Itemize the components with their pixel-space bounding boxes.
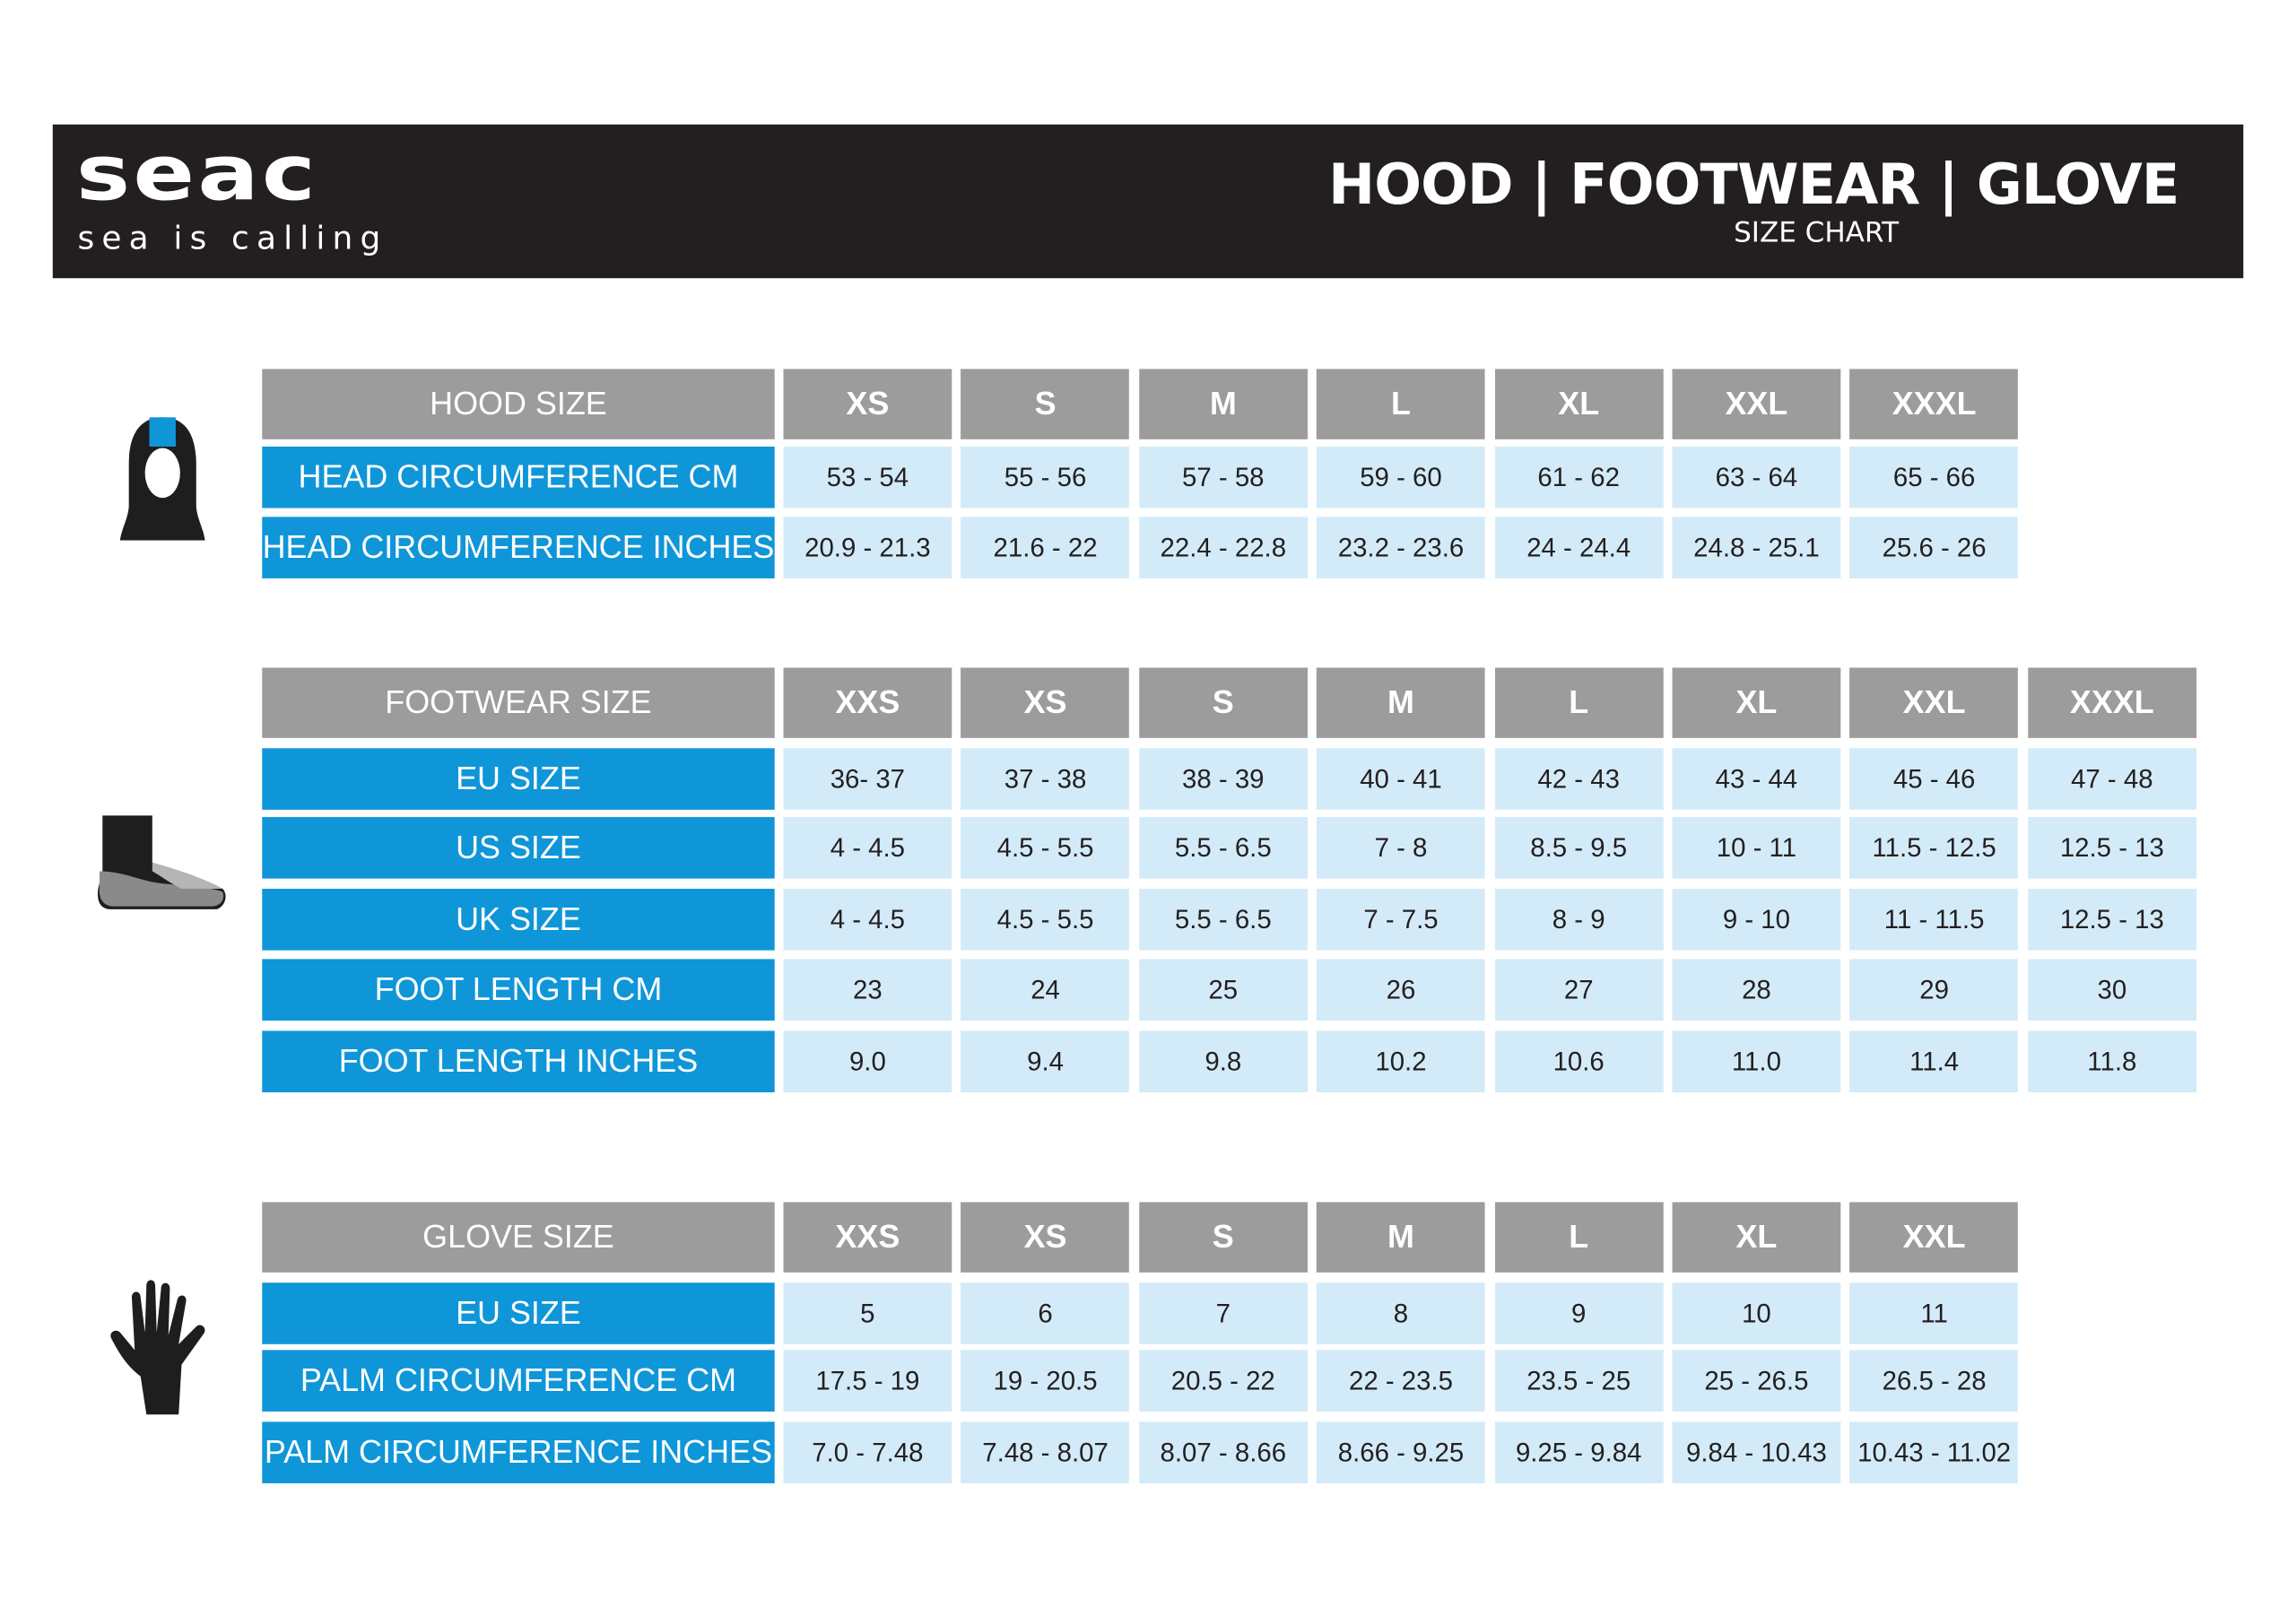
- footwear-table-cell: 9.0: [783, 1030, 952, 1092]
- page-subtitle: SIZE CHART: [1734, 216, 1900, 249]
- hood-table-cell: 55 - 56: [961, 447, 1130, 508]
- footwear-table-cell: 11.8: [2028, 1030, 2196, 1092]
- hood-table-cell: 24 - 24.4: [1494, 517, 1663, 578]
- hood-size-xxl: XXL: [1673, 369, 1841, 439]
- footwear-table-cell: 9 - 10: [1673, 889, 1841, 951]
- footwear-table-cell: 4 - 4.5: [783, 889, 952, 951]
- footwear-size-l: L: [1494, 668, 1663, 738]
- footwear-table-cell: 7 - 7.5: [1317, 889, 1485, 951]
- footwear-table-cell: 10.6: [1494, 1030, 1663, 1092]
- footwear-table-cell: 23: [783, 959, 952, 1021]
- hood-table-cell: 59 - 60: [1317, 447, 1485, 508]
- glove-row-label: PALM CIRCUMFERENCE CM: [262, 1350, 774, 1412]
- footwear-table-cell: 42 - 43: [1494, 748, 1663, 810]
- hood-table-cell: 25.6 - 26: [1850, 517, 2019, 578]
- footwear-table-cell: 12.5 - 13: [2028, 817, 2196, 879]
- footwear-table-cell: 4 - 4.5: [783, 817, 952, 879]
- footwear-table-cell: 36- 37: [783, 748, 952, 810]
- glove-size-l: L: [1494, 1202, 1663, 1272]
- footwear-size-xxxl: XXXL: [2028, 668, 2196, 738]
- footwear-table-cell: 11.0: [1673, 1030, 1841, 1092]
- footwear-size-header: FOOTWEAR SIZE: [262, 668, 774, 738]
- footwear-row-label: EU SIZE: [262, 748, 774, 810]
- footwear-table-cell: 5.5 - 6.5: [1139, 817, 1308, 879]
- page-title: HOOD | FOOTWEAR | GLOVE: [1328, 152, 2179, 217]
- glove-size-header: GLOVE SIZE: [262, 1202, 774, 1272]
- hood-table-cell: 57 - 58: [1139, 447, 1308, 508]
- glove-size-m: M: [1317, 1202, 1485, 1272]
- footwear-size-xs: XS: [961, 668, 1130, 738]
- footwear-size-m: M: [1317, 668, 1485, 738]
- glove-table-cell: 8.07 - 8.66: [1139, 1421, 1308, 1483]
- glove-size-xxl: XXL: [1850, 1202, 2019, 1272]
- footwear-table-cell: 27: [1494, 959, 1663, 1021]
- glove-table-cell: 20.5 - 22: [1139, 1350, 1308, 1412]
- hood-table-cell: 63 - 64: [1673, 447, 1841, 508]
- hood-table-cell: 24.8 - 25.1: [1673, 517, 1841, 578]
- glove-table-cell: 9: [1494, 1282, 1663, 1344]
- hood-size-xxxl: XXXL: [1850, 369, 2019, 439]
- footwear-table-cell: 10.2: [1317, 1030, 1485, 1092]
- glove-table-cell: 22 - 23.5: [1317, 1350, 1485, 1412]
- hood-table-cell: 22.4 - 22.8: [1139, 517, 1308, 578]
- footwear-table-cell: 8.5 - 9.5: [1494, 817, 1663, 879]
- footwear-row-label: FOOT LENGTH CM: [262, 959, 774, 1021]
- hood-table-cell: 20.9 - 21.3: [783, 517, 952, 578]
- footwear-table-cell: 30: [2028, 959, 2196, 1021]
- footwear-table-cell: 4.5 - 5.5: [961, 817, 1130, 879]
- footwear-table-cell: 26: [1317, 959, 1485, 1021]
- footwear-table-cell: 45 - 46: [1850, 748, 2019, 810]
- brand-logo: seac: [75, 126, 319, 219]
- footwear-table-cell: 29: [1850, 959, 2019, 1021]
- footwear-table-cell: 9.4: [961, 1030, 1130, 1092]
- footwear-table-cell: 4.5 - 5.5: [961, 889, 1130, 951]
- glove-table-cell: 7.0 - 7.48: [783, 1421, 952, 1483]
- glove-table-cell: 9.84 - 10.43: [1673, 1421, 1841, 1483]
- footwear-table-cell: 40 - 41: [1317, 748, 1485, 810]
- footwear-size-xxs: XXS: [783, 668, 952, 738]
- footwear-table-cell: 47 - 48: [2028, 748, 2196, 810]
- footwear-table-cell: 24: [961, 959, 1130, 1021]
- glove-table-cell: 19 - 20.5: [961, 1350, 1130, 1412]
- hood-table-cell: 61 - 62: [1494, 447, 1663, 508]
- footwear-table-cell: 25: [1139, 959, 1308, 1021]
- hood-table-cell: 65 - 66: [1850, 447, 2019, 508]
- footwear-table-cell: 28: [1673, 959, 1841, 1021]
- boot-icon: [93, 813, 230, 915]
- footwear-table-cell: 43 - 44: [1673, 748, 1841, 810]
- footwear-table-cell: 37 - 38: [961, 748, 1130, 810]
- hood-icon: [117, 414, 208, 546]
- footwear-size-s: S: [1139, 668, 1308, 738]
- hood-size-m: M: [1139, 369, 1308, 439]
- glove-table-cell: 10.43 - 11.02: [1850, 1421, 2019, 1483]
- glove-table-cell: 25 - 26.5: [1673, 1350, 1841, 1412]
- footwear-table-cell: 8 - 9: [1494, 889, 1663, 951]
- brand-tagline: sea is calling: [77, 221, 388, 258]
- footwear-table-cell: 5.5 - 6.5: [1139, 889, 1308, 951]
- hood-size-xl: XL: [1494, 369, 1663, 439]
- glove-table-cell: 26.5 - 28: [1850, 1350, 2019, 1412]
- glove-table-cell: 8.66 - 9.25: [1317, 1421, 1485, 1483]
- glove-size-xl: XL: [1673, 1202, 1841, 1272]
- footwear-table-cell: 10 - 11: [1673, 817, 1841, 879]
- glove-size-xs: XS: [961, 1202, 1130, 1272]
- footwear-table-cell: 12.5 - 13: [2028, 889, 2196, 951]
- glove-table-cell: 6: [961, 1282, 1130, 1344]
- footwear-table-cell: 38 - 39: [1139, 748, 1308, 810]
- glove-table-cell: 11: [1850, 1282, 2019, 1344]
- glove-table-cell: 9.25 - 9.84: [1494, 1421, 1663, 1483]
- glove-row-label: PALM CIRCUMFERENCE INCHES: [262, 1421, 774, 1483]
- hood-table-cell: 23.2 - 23.6: [1317, 517, 1485, 578]
- glove-row-label: EU SIZE: [262, 1282, 774, 1344]
- hood-table-cell: 53 - 54: [783, 447, 952, 508]
- glove-table-cell: 10: [1673, 1282, 1841, 1344]
- hood-table-cell: 21.6 - 22: [961, 517, 1130, 578]
- glove-table-cell: 8: [1317, 1282, 1485, 1344]
- hood-size-s: S: [961, 369, 1130, 439]
- footwear-table-cell: 7 - 8: [1317, 817, 1485, 879]
- footwear-row-label: US SIZE: [262, 817, 774, 879]
- footwear-table-cell: 11 - 11.5: [1850, 889, 2019, 951]
- footwear-table-cell: 9.8: [1139, 1030, 1308, 1092]
- glove-table-cell: 7.48 - 8.07: [961, 1421, 1130, 1483]
- footwear-table-cell: 11.5 - 12.5: [1850, 817, 2019, 879]
- glove-table-cell: 5: [783, 1282, 952, 1344]
- hood-size-header: HOOD SIZE: [262, 369, 774, 439]
- hood-size-xs: XS: [783, 369, 952, 439]
- footwear-table-cell: 11.4: [1850, 1030, 2019, 1092]
- footwear-size-xxl: XXL: [1850, 668, 2019, 738]
- glove-size-xxs: XXS: [783, 1202, 952, 1272]
- footwear-row-label: UK SIZE: [262, 889, 774, 951]
- glove-table-cell: 23.5 - 25: [1494, 1350, 1663, 1412]
- hood-size-l: L: [1317, 369, 1485, 439]
- hood-row-label: HEAD CIRCUMFERENCE CM: [262, 447, 774, 508]
- glove-table-cell: 17.5 - 19: [783, 1350, 952, 1412]
- glove-size-s: S: [1139, 1202, 1308, 1272]
- glove-icon: [106, 1273, 217, 1417]
- glove-table-cell: 7: [1139, 1282, 1308, 1344]
- footwear-size-xl: XL: [1673, 668, 1841, 738]
- footwear-row-label: FOOT LENGTH INCHES: [262, 1030, 774, 1092]
- hood-row-label: HEAD CIRCUMFERENCE INCHES: [262, 517, 774, 578]
